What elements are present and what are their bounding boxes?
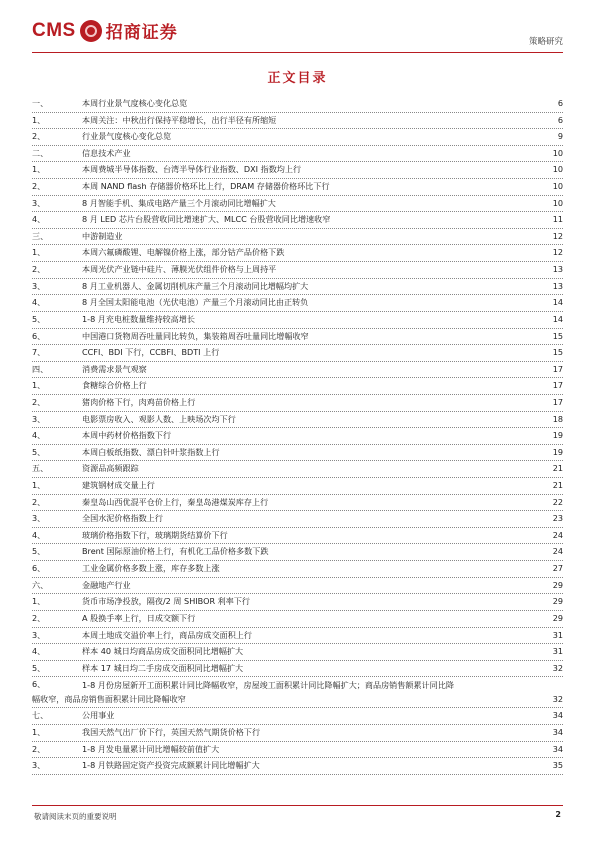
toc-entry[interactable] — [32, 345, 563, 362]
toc-entry[interactable] — [32, 262, 563, 279]
toc-entry-page: 22 — [552, 496, 563, 507]
toc-entry-number: 3、 — [32, 413, 46, 424]
toc-entry-title: 本周行业景气度核心变化总览 — [82, 98, 188, 108]
toc-entry[interactable] — [32, 295, 563, 312]
toc-entry-title: Brent 国际原油价格上行，有机化工品价格多数下跌 — [82, 546, 269, 557]
toc-entry[interactable] — [32, 445, 563, 462]
toc-entry-title: CCFI、BDI 下行，CCBFI、BDTI 上行 — [82, 347, 220, 358]
toc-entry[interactable] — [32, 628, 563, 645]
logo-seal-icon — [80, 20, 102, 42]
toc-entry[interactable] — [32, 544, 563, 561]
toc-entry-page: 10 — [552, 147, 563, 158]
toc-entry-number: 1、 — [32, 596, 46, 607]
logo-cms-text: CMS — [32, 19, 76, 41]
toc-entry-page: 10 — [552, 181, 563, 192]
toc-entry[interactable] — [32, 578, 563, 595]
toc-entry-title: 本周土地成交溢价率上行，商品房成交面积上行 — [82, 629, 252, 640]
toc-entry[interactable] — [32, 495, 563, 512]
toc-entry-page: 17 — [552, 363, 563, 374]
toc-entry[interactable] — [32, 129, 563, 146]
toc-entry[interactable] — [32, 644, 563, 661]
toc-entry-title: 建筑钢材成交量上行 — [82, 480, 155, 491]
toc-entry-number: 5、 — [32, 313, 46, 324]
toc-entry-title: 我国天然气出厂价下行，英国天然气期货价格下行 — [82, 726, 261, 737]
toc-entry-page: 21 — [552, 480, 563, 491]
toc-entry[interactable] — [32, 179, 563, 196]
toc-entry[interactable] — [32, 245, 563, 262]
toc-entry-number: 七、 — [32, 710, 49, 721]
toc-entry-title: 1-8 月份房屋新开工面积累计同比降幅收窄，房屋竣工面积累计同比降幅扩大；商品房销售额累计同比降 — [82, 680, 454, 691]
report-category: 策略研究 — [528, 37, 563, 47]
toc-entry-page: 15 — [552, 330, 563, 341]
toc-entry-title: 1-8 月发电量累计同比增幅较前值扩大 — [82, 743, 220, 754]
toc-entry-page: 27 — [552, 563, 563, 574]
toc-entry-page: 6 — [557, 114, 563, 125]
toc-entry-page: 29 — [552, 596, 563, 607]
toc-entry-title: 本周白板纸指数、漂白针叶浆指数上行 — [82, 446, 220, 457]
toc-entry[interactable] — [32, 511, 563, 528]
toc-entry-page: 29 — [552, 579, 563, 590]
toc-entry[interactable] — [32, 96, 563, 113]
toc-entry-title: 8 月全国太阳能电池（光伏电池）产量三个月滚动同比由正转负 — [82, 297, 309, 308]
toc-entry-number: 3、 — [32, 760, 46, 771]
toc-entry-number: 1、 — [32, 114, 46, 125]
footer-divider — [32, 805, 563, 806]
toc-entry-title: 8 月 LED 芯片台股营收同比增速扩大、MLCC 台股营收同比增速收窄 — [82, 214, 331, 225]
toc-entry-number: 1、 — [32, 480, 46, 491]
toc-entry-page: 29 — [552, 612, 563, 623]
toc-entry[interactable] — [32, 461, 563, 478]
toc-entry[interactable] — [32, 378, 563, 395]
toc-entry-title: 猪肉价格下行，肉鸡苗价格上行 — [82, 396, 196, 407]
toc-entry-number: 2、 — [32, 181, 46, 192]
toc-entry-page: 34 — [552, 726, 563, 737]
toc-entry-number: 3、 — [32, 280, 46, 291]
footer-disclaimer: 敬请阅读末页的重要说明 — [34, 812, 117, 821]
toc-entry-page: 6 — [557, 98, 563, 108]
toc-entry[interactable] — [32, 677, 563, 708]
toc-entry-title: 中游制造业 — [82, 230, 123, 241]
toc-entry-page: 32 — [552, 694, 563, 705]
header-divider — [32, 52, 563, 53]
toc-entry-page: 32 — [552, 662, 563, 673]
toc-entry[interactable] — [32, 279, 563, 296]
toc-entry-page: 34 — [552, 710, 563, 721]
toc-entry-title: 本周关注：中秋出行保持平稳增长，出行半径有所缩短 — [82, 114, 277, 125]
toc-entry-number: 5、 — [32, 546, 46, 557]
toc-entry-number: 4、 — [32, 214, 46, 225]
page-header — [32, 18, 563, 52]
toc-entry-title: 行业景气度核心变化总览 — [82, 131, 172, 142]
toc-entry[interactable] — [32, 362, 563, 379]
toc-entry-page: 12 — [552, 230, 563, 241]
toc-entry-number: 7、 — [32, 347, 46, 358]
toc-entry-title: 样本 40 城日均商品房成交面积同比增幅扩大 — [82, 646, 244, 657]
toc-entry-page: 18 — [552, 413, 563, 424]
toc-entry-title: 1-8 月铁路固定资产投资完成额累计同比增幅扩大 — [82, 760, 260, 771]
toc-entry-page: 15 — [552, 347, 563, 358]
toc-entry[interactable] — [32, 229, 563, 246]
toc-entry[interactable] — [32, 561, 563, 578]
toc-entry-page: 11 — [552, 214, 563, 225]
toc-entry-number: 6、 — [32, 679, 46, 690]
toc-entry[interactable] — [32, 725, 563, 742]
toc-entry-page: 24 — [552, 529, 563, 540]
toc-entry-title: A 股换手率上行，日成交额下行 — [82, 612, 196, 623]
toc-entry-number: 1、 — [32, 726, 46, 737]
toc-entry-number: 2、 — [32, 131, 46, 142]
toc-entry-title: 样本 17 城日均二手房成交面积同比增幅扩大 — [82, 662, 244, 673]
toc-entry[interactable] — [32, 528, 563, 545]
toc-entry-title: 8 月工业机器人、金属切削机床产量三个月滚动同比增幅均扩大 — [82, 280, 309, 291]
toc-entry-page: 21 — [552, 463, 563, 474]
toc-entry-number: 2、 — [32, 264, 46, 275]
toc-entry-title: 本周中药材价格指数下行 — [82, 430, 172, 441]
toc-entry-title: 8 月智能手机、集成电路产量三个月滚动同比增幅扩大 — [82, 197, 276, 208]
toc-entry-title: 电影票房收入、观影人数、上映场次均下行 — [82, 413, 236, 424]
toc-entry-number: 4、 — [32, 297, 46, 308]
toc-entry-title: 玻璃价格指数下行，玻璃期货结算价下行 — [82, 529, 228, 540]
toc-title: 正文目录 — [267, 71, 328, 86]
page-number: 2 — [555, 810, 561, 819]
toc-entry-title: 工业金属价格多数上涨，库存多数上涨 — [82, 563, 220, 574]
toc-entry-number: 1、 — [32, 247, 46, 258]
toc-entry-page: 12 — [552, 247, 563, 258]
toc-entry[interactable] — [32, 708, 563, 725]
table-of-contents — [32, 96, 563, 775]
toc-entry-page: 17 — [552, 380, 563, 391]
toc-entry[interactable] — [32, 478, 563, 495]
toc-entry[interactable] — [32, 196, 563, 213]
toc-entry-number: 四、 — [32, 363, 49, 374]
toc-entry[interactable] — [32, 329, 563, 346]
toc-entry-title: 秦皇岛山西优混平仓价上行，秦皇岛港煤炭库存上行 — [82, 496, 269, 507]
toc-entry-page: 31 — [552, 629, 563, 640]
toc-entry[interactable] — [32, 312, 563, 329]
toc-entry-number: 5、 — [32, 662, 46, 673]
toc-entry-title: 消费需求景气观察 — [82, 363, 147, 374]
toc-entry-title: 本周光伏产业链中硅片、薄膜光伏组件价格与上周持平 — [82, 264, 277, 275]
toc-entry-title: 信息技术产业 — [82, 147, 131, 158]
toc-entry[interactable] — [32, 758, 563, 775]
toc-entry-number: 2、 — [32, 496, 46, 507]
logo-cn-text: 招商证券 — [105, 23, 178, 43]
toc-entry-number: 3、 — [32, 197, 46, 208]
toc-entry-title-continued: 幅收窄，商品房销售面积累计同比降幅收窄 — [32, 694, 186, 705]
toc-entry[interactable] — [32, 428, 563, 445]
toc-entry-number: 1、 — [32, 164, 46, 175]
toc-entry-page: 24 — [552, 546, 563, 557]
toc-entry[interactable] — [32, 212, 563, 229]
toc-entry-page: 17 — [552, 396, 563, 407]
toc-entry-number: 二、 — [32, 147, 49, 158]
company-logo — [32, 18, 178, 43]
toc-entry-page: 35 — [552, 760, 563, 771]
toc-entry-page: 14 — [552, 313, 563, 324]
toc-entry[interactable] — [32, 742, 563, 759]
toc-entry[interactable] — [32, 594, 563, 611]
toc-entry-title: 本周费城半导体指数、台湾半导体行业指数、DXI 指数均上行 — [82, 164, 302, 175]
toc-entry[interactable] — [32, 611, 563, 628]
toc-entry-page: 34 — [552, 743, 563, 754]
toc-entry-page: 10 — [552, 164, 563, 175]
toc-entry-number: 4、 — [32, 529, 46, 540]
toc-entry-title: 公用事业 — [82, 710, 115, 721]
toc-entry-title: 中国港口货物周吞吐量同比转负，集装箱周吞吐量同比增幅收窄 — [82, 330, 309, 341]
toc-entry-page: 19 — [552, 430, 563, 441]
toc-entry-page: 13 — [552, 280, 563, 291]
toc-entry-page: 31 — [552, 646, 563, 657]
toc-entry[interactable] — [32, 395, 563, 412]
toc-entry-number: 2、 — [32, 396, 46, 407]
toc-entry-number: 五、 — [32, 463, 49, 474]
toc-entry-number: 3、 — [32, 629, 46, 640]
toc-entry-page: 13 — [552, 264, 563, 275]
toc-entry-number: 2、 — [32, 612, 46, 623]
toc-entry-title: 本周 NAND flash 存储器价格环比上行，DRAM 存储器价格环比下行 — [82, 181, 330, 192]
toc-entry-number: 六、 — [32, 579, 49, 590]
toc-entry-number: 6、 — [32, 330, 46, 341]
toc-entry-number: 三、 — [32, 230, 49, 241]
toc-entry-number: 3、 — [32, 513, 46, 524]
toc-entry-title: 资源品高频跟踪 — [82, 463, 139, 474]
toc-entry-page: 23 — [552, 513, 563, 524]
toc-entry-number: 4、 — [32, 430, 46, 441]
toc-entry[interactable] — [32, 146, 563, 163]
toc-entry-number: 一、 — [32, 98, 49, 108]
toc-entry-number: 4、 — [32, 646, 46, 657]
toc-entry-page: 14 — [552, 297, 563, 308]
toc-entry-title: 食糖综合价格上行 — [82, 380, 147, 391]
toc-entry-title: 全国水泥价格指数上行 — [82, 513, 163, 524]
toc-entry-page: 19 — [552, 446, 563, 457]
toc-entry-number: 6、 — [32, 563, 46, 574]
toc-entry-title: 货币市场净投放，隔夜/2 周 SHIBOR 利率下行 — [82, 596, 251, 607]
toc-entry[interactable] — [32, 113, 563, 130]
toc-entry[interactable] — [32, 661, 563, 678]
toc-entry[interactable] — [32, 412, 563, 429]
toc-entry[interactable] — [32, 162, 563, 179]
toc-entry-number: 5、 — [32, 446, 46, 457]
toc-entry-number: 1、 — [32, 380, 46, 391]
toc-entry-number: 2、 — [32, 743, 46, 754]
toc-entry-title: 1-8 月充电桩数量维持较高增长 — [82, 313, 195, 324]
toc-entry-title: 本周六氟磷酸锂、电解镍价格上涨，部分钴产品价格下跌 — [82, 247, 285, 258]
toc-entry-page: 9 — [557, 131, 563, 142]
toc-entry-title: 金融地产行业 — [82, 579, 131, 590]
toc-entry-page: 10 — [552, 197, 563, 208]
